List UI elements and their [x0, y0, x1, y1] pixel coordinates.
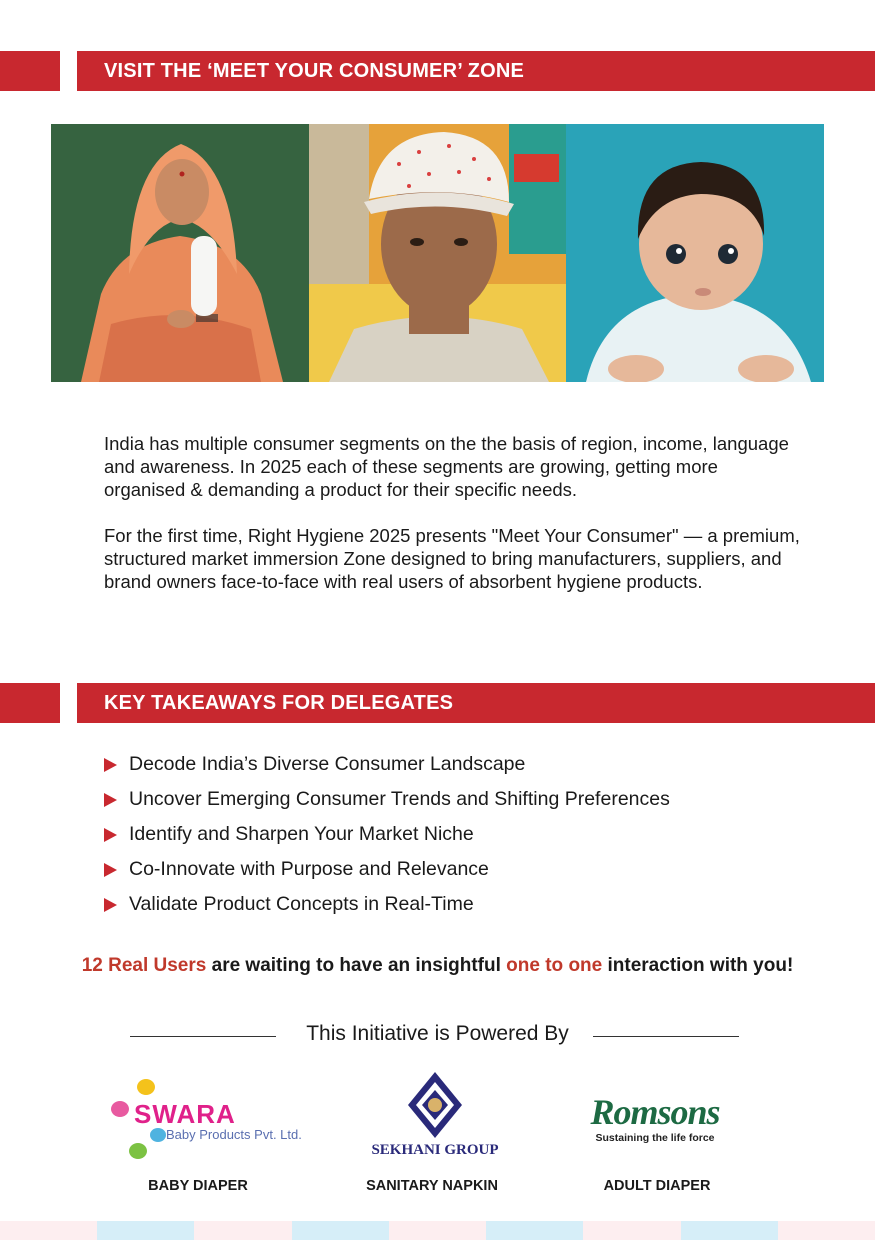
footer-segment: [681, 1221, 778, 1240]
divider-line: [593, 1036, 739, 1037]
partner-caption-adult-diaper: ADULT DIAPER: [603, 1178, 711, 1194]
list-item: Decode India’s Diverse Consumer Landscape: [104, 750, 670, 785]
users-count-highlight: 12 Real Users: [81, 955, 207, 976]
intro-paragraph-2: For the first time, Right Hygiene 2025 presents "Meet Your Consumer" — a premium, structured market immersion Zone designed to bring manufacturers, suppliers, and brand owners face-to-face with real users of absorbent hygiene products.: [104, 525, 800, 592]
romsons-logo: [572, 1092, 738, 1152]
powered-by-text: This Initiative is Powered By: [306, 1022, 569, 1045]
footer-segment: [778, 1221, 875, 1240]
footer-color-strip: [0, 1221, 875, 1240]
header-stub: [0, 51, 60, 91]
footer-segment: [97, 1221, 194, 1240]
triangle-bullet-icon: [104, 863, 117, 877]
photo-elderly-man: [309, 124, 567, 382]
swara-wordmark: SWARA: [134, 1099, 236, 1129]
footer-segment: [292, 1221, 389, 1240]
divider-line: [130, 1036, 276, 1037]
section-header-meet-consumer: [0, 51, 875, 91]
footer-segment: [389, 1221, 486, 1240]
romsons-tagline: Sustaining the life force: [595, 1132, 715, 1144]
swara-subtitle: Baby Products Pvt. Ltd.: [166, 1127, 302, 1142]
footer-segment: [194, 1221, 291, 1240]
footer-segment: [0, 1221, 97, 1240]
one-to-one-highlight: one to one: [506, 955, 603, 976]
photo-baby: [566, 124, 824, 382]
triangle-bullet-icon: [104, 758, 117, 772]
section-title: KEY TAKEAWAYS FOR DELEGATES: [104, 692, 454, 714]
sekhani-group-logo: [362, 1072, 508, 1164]
real-users-callout: [0, 955, 875, 977]
section-title: VISIT THE ‘MEET YOUR CONSUMER’ ZONE: [104, 60, 525, 82]
triangle-bullet-icon: [104, 828, 117, 842]
list-item: Identify and Sharpen Your Market Niche: [104, 820, 670, 855]
photo-woman: [51, 124, 309, 382]
list-item: Uncover Emerging Consumer Trends and Shifting Preferences: [104, 785, 670, 820]
takeaways-list: [104, 750, 670, 925]
diamond-emblem-icon: [408, 1072, 462, 1138]
users-text: are waiting to have an insightful: [206, 955, 507, 976]
powered-by-heading: [0, 1022, 875, 1046]
intro-text: [104, 432, 804, 616]
romsons-wordmark: Romsons: [590, 1092, 720, 1132]
swara-logo: [108, 1075, 308, 1167]
triangle-bullet-icon: [104, 793, 117, 807]
footer-segment: [583, 1221, 680, 1240]
partner-caption-sanitary-napkin: SANITARY NAPKIN: [366, 1178, 498, 1194]
section-header-takeaways: [0, 683, 875, 723]
consumer-photo-strip: [51, 124, 824, 382]
header-stub: [0, 683, 60, 723]
sekhani-wordmark: SEKHANI GROUP: [371, 1142, 499, 1158]
partner-caption-baby-diaper: BABY DIAPER: [148, 1178, 248, 1194]
footer-segment: [486, 1221, 583, 1240]
list-item: Co-Innovate with Purpose and Relevance: [104, 855, 670, 890]
users-text: interaction with you!: [602, 955, 794, 976]
intro-paragraph-1: India has multiple consumer segments on the the basis of region, income, language and awareness. In 2025 each of these segments are growing, getting more organised & demanding a product for their specific needs.: [104, 433, 789, 500]
triangle-bullet-icon: [104, 898, 117, 912]
list-item: Validate Product Concepts in Real-Time: [104, 890, 670, 925]
